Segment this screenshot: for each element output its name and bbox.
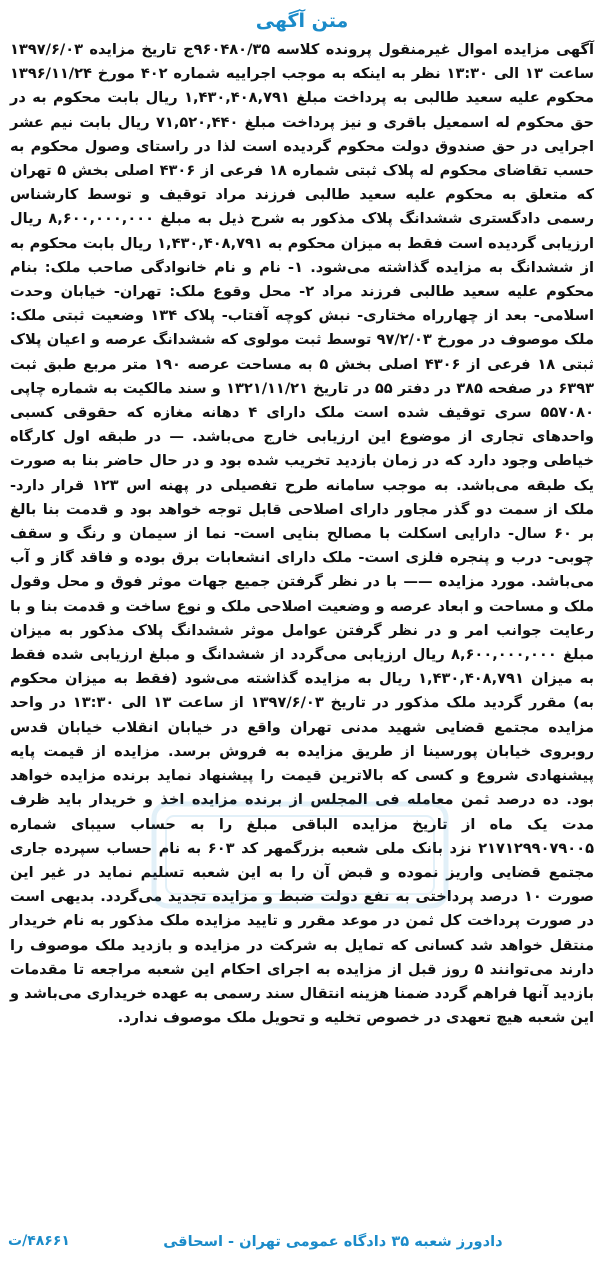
- court-signature: دادورز شعبه ۳۵ دادگاه عمومی تهران - اسحاقی: [163, 1232, 503, 1250]
- notice-footer: [8, 1229, 596, 1253]
- notice-title: متن آگهی: [255, 10, 349, 32]
- notice-body: آگهی مزایده اموال غیرمنقول پرونده کلاسه ۹۶۰۴۸۰/۳۵ج تاریخ مزایده ۱۳۹۷/۶/۰۳ ساعت ۱۳ الی ۱۳:۳۰ نظر به اینکه به موجب اجراییه شماره ۴۰۲ مورخ ۱۳۹۶/۱۱/۲۴ محکوم علیه سعید طالبی به پرداخت مبلغ ۱,۴۳۰,۴۰۸,۷۹۱ ریال بابت محکوم به در حق محکوم له اسمعیل باقری و نیز پرداخت مبلغ ۷۱,۵۲۰,۴۴۰ ریال بابت نیم عشر اجرایی در حق صندوق دولت محکوم گردیده است لذا در راستای وصول محکوم به حسب تقاضای محکوم له پلاک ثبتی شماره ۱۸ فرعی از ۴۳۰۶ اصلی بخش ۵ تهران که متعلق به محکوم علیه سعید طالبی فرزند مراد توقیف و توسط کارشناس رسمی دادگستری ششدانگ پلاک مذکور به شرح ذیل به مبلغ ۸,۶۰۰,۰۰۰,۰۰۰ ریال ارزیابی گردیده است فقط به میزان محکوم به ۱,۴۳۰,۴۰۸,۷۹۱ ریال بابت محکوم به از ششدانگ به مزایده گذاشته می‌شود. ۱- نام و نام خانوادگی صاحب ملک: بنام محکوم علیه سعید طالبی فرزند مراد ۲- محل وقوع ملک: تهران- خیابان وحدت اسلامی- بعد از چهارراه مختاری- نبش کوچه آفتاب- پلاک ۱۳۴ وضعیت ثبتی ملک: ملک موصوف در مورخ ۹۷/۲/۰۳ توسط ثبت مولوی که ششدانگ عرصه و اعیان پلاک ثبتی ۱۸ فرعی از ۴۳۰۶ اصلی بخش ۵ به مساحت عرصه ۱۹۰ متر مربع طبق ثبت ۶۳۹۳ در صفحه ۳۸۵ در دفتر ۵۵ در تاریخ ۱۳۲۱/۱۱/۲۱ و سند مالکیت به شماره چاپی ۵۵۷۰۸۰ سری توقیف شده است ملک دارای ۴ دهانه مغازه که حقوقی کسبی واحدهای تجاری از موضوع این ارزیابی خارج می‌باشد. — در طبقه اول کارگاه خیاطی وجود دارد که در زمان بازدید تخریب شده بود و در حال حاضر بنا به صورت یک طبقه می‌باشد. به موجب سامانه طرح تفصیلی در پهنه اس ۱۲۳ قرار دارد- ملک از سمت دو گذر مجاور دارای اصلاحی قابل توجه خواهد بود و قدمت بنا بالغ بر ۶۰ سال- دارایی اسکلت با مصالح بنایی است- نما از سیمان و رنگ و سقف چوبی- درب و پنجره فلزی است- ملک دارای انشعابات برق بوده و فاقد گاز و آب می‌باشد. مورد مزایده —— با در نظر گرفتن جمیع جهات موثر فوق و محل وقول ملک و مساحت و ابعاد عرصه و وضعیت اصلاحی ملک و نوع ساخت و قدمت بنا و با رعایت جوانب امر و در نظر گرفتن عوامل موثر ششدانگ پلاک مذکور به میزان مبلغ ۸,۶۰۰,۰۰۰,۰۰۰ ریال ارزیابی می‌گردد از ششدانگ و مبلغ ارزیابی شده فقط به میزان ۱,۴۳۰,۴۰۸,۷۹۱ ریال به مزایده گذاشته می‌شود (فقط به میزان محکوم به) مقرر گردید ملک مذکور در تاریخ ۱۳۹۷/۶/۰۳ از ساعت ۱۳ الی ۱۳:۳۰ در واحد مزایده مجتمع قضایی شهید مدنی تهران واقع در خیابان انقلاب خیابان قدس روبروی خیابان پورسینا از طریق مزایده به فروش برسد. مزایده از قیمت پایه پیشنهادی شروع و کسی که بالاترین قیمت را پیشنهاد نماید برنده مزایده خواهد بود. ده درصد ثمن معامله فی المجلس از برنده مزایده اخذ و خریدار باید ظرف مدت یک ماه از تاریخ مزایده الباقی مبلغ را به حساب سیبای شماره ۲۱۷۱۲۹۹۰۷۹۰۰۵ نزد بانک ملی شعبه بزرگمهر کد ۶۰۳ به نام حساب سپرده جاری مجتمع قضایی واریز نموده و قبض آن را به این شعبه تسلیم نماید در غیر این صورت ۱۰ درصد پرداختی به نفع دولت ضبط و مزایده تجدید می‌گردد. بدیهی است در صورت پرداخت کل ثمن در موعد مقرر و تایید مزایده ملک مذکور به نام خریدار منتقل خواهد شد کسانی که تمایل به شرکت در مزایده و بازدید ملک موصوف را دارند می‌توانند ۵ روز قبل از مزایده به اجرای احکام این شعبه مراجعه تا مقدمات بازدید آنها فراهم گردد ضمنا هزینه انتقال سند رسمی به عهده خریداری می‌باشد و این شعبه هیچ تعهدی در خصوص تخلیه و تحویل ملک موصوف ندارد.: [10, 41, 595, 1027]
- ad-code: ۴۸۶۶۱/ت: [8, 1233, 70, 1249]
